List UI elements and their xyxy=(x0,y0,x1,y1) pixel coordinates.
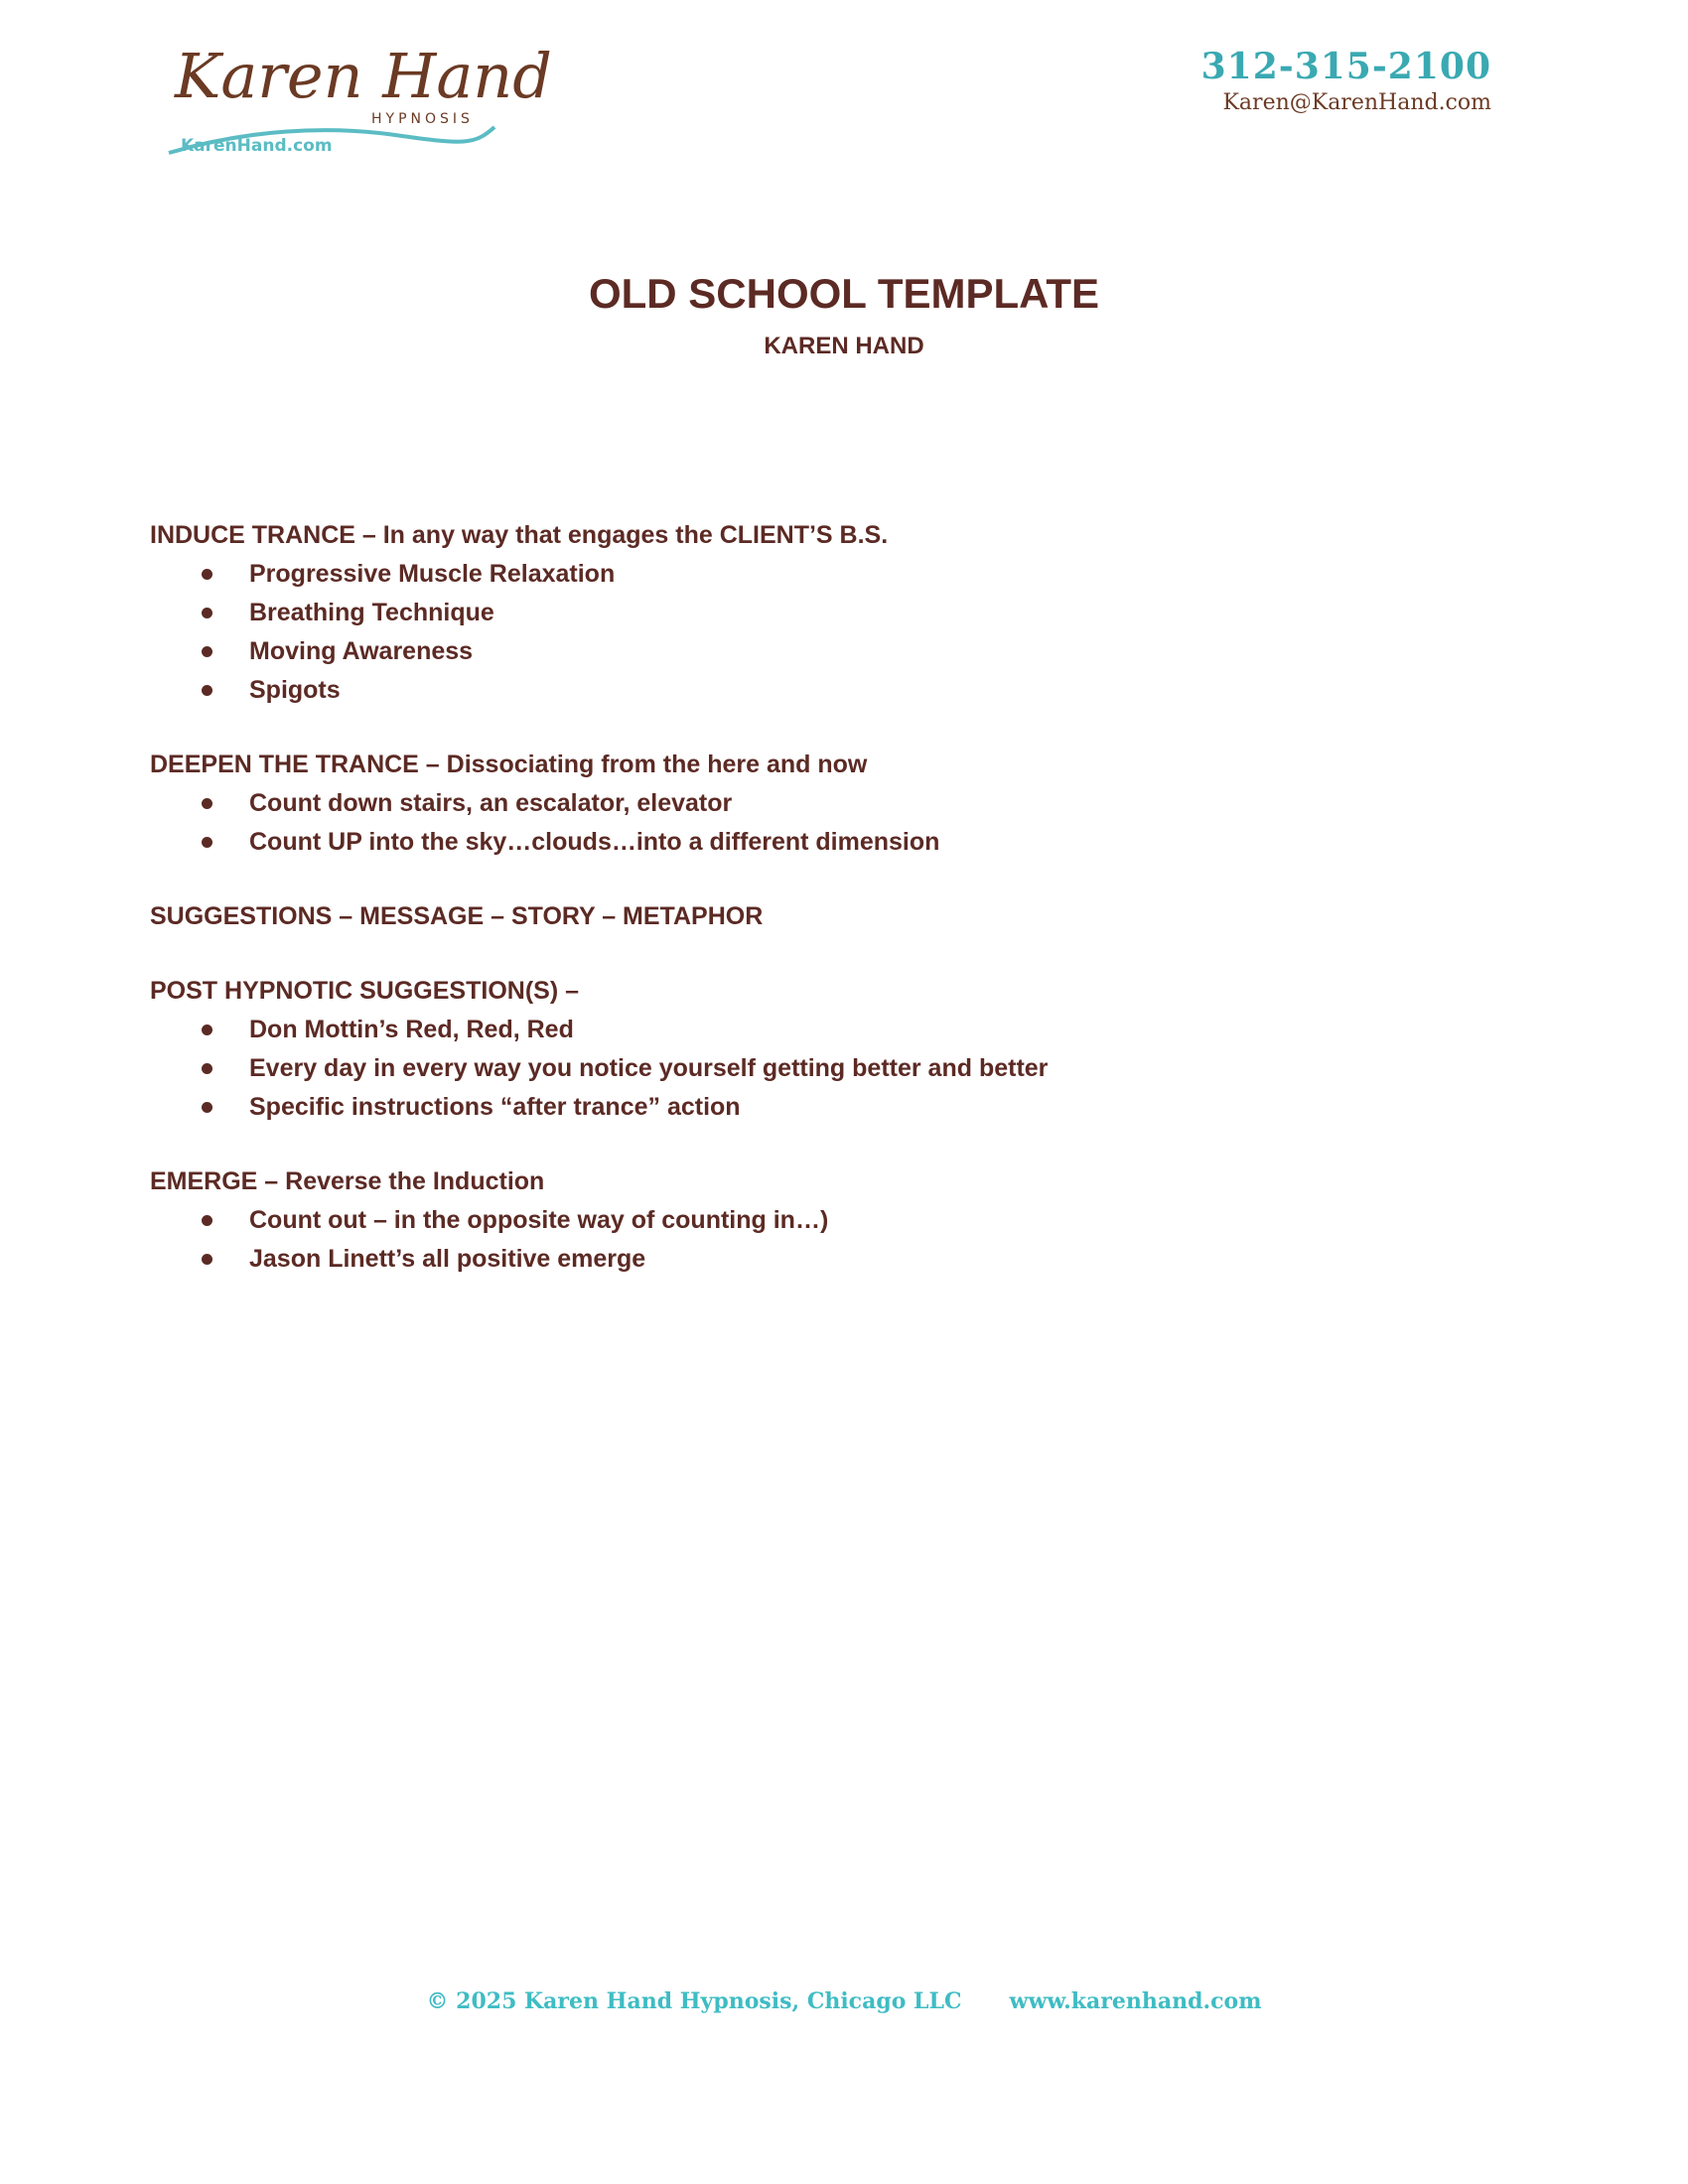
logo-name: Karen Hand xyxy=(175,40,552,112)
bullet-icon xyxy=(202,1102,212,1113)
list-item xyxy=(150,1201,1520,1240)
section-emerge xyxy=(150,1162,1520,1279)
list-item xyxy=(150,1049,1520,1088)
brand-logo xyxy=(167,36,552,165)
bullet-icon xyxy=(202,608,212,618)
contact-phone: 312-315-2100 xyxy=(1200,46,1491,87)
section-heading: INDUCE TRANCE – In any way that engages the CLIENT’S B.S. xyxy=(150,521,889,549)
list-item-text: Don Mottin’s Red, Red, Red xyxy=(249,1016,574,1043)
list-item xyxy=(150,671,1520,710)
contact-email: Karen@KarenHand.com xyxy=(1222,90,1491,116)
list-item-text: Specific instructions “after trance” action xyxy=(249,1093,741,1121)
bullet-list xyxy=(150,1011,1520,1127)
section-deepen-trance xyxy=(150,746,1520,862)
section-post-hypnotic xyxy=(150,972,1520,1127)
logo-url: KarenHand.com xyxy=(181,136,333,156)
section-induce-trance xyxy=(150,516,1520,710)
list-item-text: Count out – in the opposite way of counting in…) xyxy=(249,1206,829,1234)
list-item xyxy=(150,823,1520,862)
bullet-list xyxy=(150,555,1520,710)
logo-graphic xyxy=(167,36,552,165)
section-heading: POST HYPNOTIC SUGGESTION(S) – xyxy=(150,977,579,1005)
section-heading: SUGGESTIONS – MESSAGE – STORY – METAPHOR xyxy=(150,902,764,930)
list-item-text: Jason Linett’s all positive emerge xyxy=(249,1245,646,1273)
list-item xyxy=(150,1088,1520,1127)
document-body xyxy=(150,516,1520,1314)
list-item xyxy=(150,784,1520,823)
list-item xyxy=(150,632,1520,671)
list-item-text: Spigots xyxy=(249,676,341,704)
bullet-list xyxy=(150,784,1520,862)
bullet-icon xyxy=(202,646,212,657)
document-title: OLD SCHOOL TEMPLATE xyxy=(588,270,1100,317)
list-item-text: Progressive Muscle Relaxation xyxy=(249,560,616,588)
section-heading: DEEPEN THE TRANCE – Dissociating from the here and now xyxy=(150,751,868,778)
bullet-icon xyxy=(202,685,212,696)
footer-website-link[interactable]: www.karenhand.com xyxy=(1009,1988,1262,2014)
bullet-icon xyxy=(202,569,212,580)
bullet-icon xyxy=(202,798,212,809)
bullet-icon xyxy=(202,1254,212,1265)
list-item xyxy=(150,594,1520,632)
list-item xyxy=(150,1240,1520,1279)
list-item xyxy=(150,1011,1520,1049)
footer-copyright: © 2025 Karen Hand Hypnosis, Chicago LLC xyxy=(426,1988,962,2014)
bullet-icon xyxy=(202,1215,212,1226)
bullet-icon xyxy=(202,837,212,848)
list-item-text: Breathing Technique xyxy=(249,599,494,626)
contact-block xyxy=(1201,46,1491,115)
section-suggestions xyxy=(150,897,1520,936)
list-item-text: Count UP into the sky…clouds…into a different dimension xyxy=(249,828,940,856)
list-item xyxy=(150,555,1520,594)
bullet-list xyxy=(150,1201,1520,1279)
list-item-text: Moving Awareness xyxy=(249,637,474,665)
bullet-icon xyxy=(202,1024,212,1035)
section-heading: EMERGE – Reverse the Induction xyxy=(150,1167,545,1195)
bullet-icon xyxy=(202,1063,212,1074)
list-item-text: Every day in every way you notice yourself getting better and better xyxy=(249,1054,1049,1082)
document-author: KAREN HAND xyxy=(764,333,924,359)
list-item-text: Count down stairs, an escalator, elevator xyxy=(249,789,733,817)
page-footer xyxy=(0,1988,1688,2014)
logo-tagline: HYPNOSIS xyxy=(371,111,474,127)
